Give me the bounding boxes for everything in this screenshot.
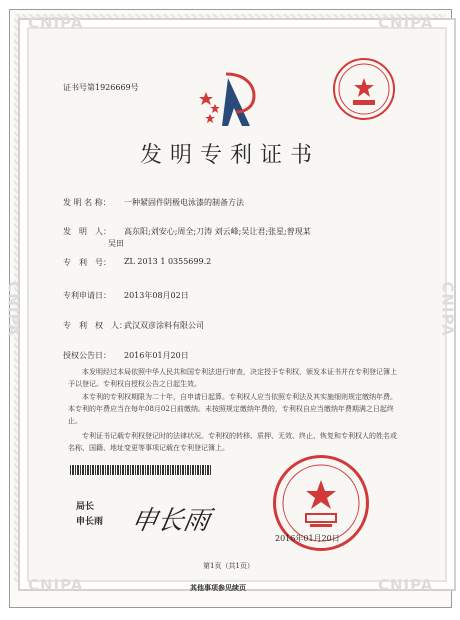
small-red-seal	[333, 58, 395, 120]
page-title: 发明专利证书	[139, 143, 320, 168]
emblem-star-1	[199, 92, 213, 105]
invention-name-value: 一种紧固件阴极电泳漆的制备方法	[124, 198, 244, 207]
watermark-left: CNIPA	[4, 281, 23, 337]
inventor-label: 发 明 人：	[63, 227, 111, 236]
handwritten-signature: 申长雨	[128, 506, 213, 536]
watermark-top-left: CNIPA	[28, 14, 84, 32]
emblem-star-3	[205, 114, 215, 123]
announcement-date-label: 授权公告日：	[63, 351, 111, 360]
signature-name: 申长雨	[76, 517, 104, 527]
page-footer: 第1页（共1页）	[203, 562, 254, 570]
body-paragraph-1: 本发明经过本局依照中华人民共和国专利法进行审查，决定授予专利权，颁发本证书并在专利登记簿上予以登记。专利权自授权公告之日起生效。	[68, 368, 397, 388]
watermark-top-right: CNIPA	[378, 14, 434, 32]
body-paragraph-3: 专利证书记载专利权登记时的法律状况。专利权的转移、质押、无效、终止、恢复和专利权人的姓名或名称、国籍、地址变更等事项记载在专利登记簿上。	[68, 432, 397, 452]
patent-number-label: 专 利 号：	[63, 258, 111, 267]
seal-date: 2016年01月20日	[275, 534, 340, 543]
certificate-number: 证书号第1926669号	[63, 83, 139, 92]
inventor-value-line-1: 高东阳;刘安心;周全;刀涛 刘云峰;吴让君;张星;曾现某	[124, 227, 311, 236]
patent-number-value: ZL 2013 1 0355699.2	[124, 257, 212, 266]
bottom-note: 其他事项参见续页	[190, 584, 246, 592]
watermark-bottom-right: CNIPA	[378, 576, 434, 594]
inventor-value-line-2: 吴田	[108, 239, 124, 248]
watermark-right: CNIPA	[438, 281, 457, 337]
patentee-value: 武汉双彦涂料有限公司	[124, 321, 204, 330]
invention-name-label: 发 明 名 称：	[63, 198, 111, 207]
patent-office-emblem	[198, 70, 264, 130]
filing-date-label: 专利申请日：	[63, 291, 111, 300]
barcode	[70, 465, 212, 475]
small-seal-graphic	[335, 60, 393, 118]
watermark-bottom-left: CNIPA	[28, 576, 84, 594]
body-paragraph-2: 本专利的专利权期限为二十年，自申请日起算。专利权人应当依照专利法及其实施细则规定缴纳年费。本专利的年费应当在每年08月02日前缴纳。未按照规定缴纳年费的，专利权自应当缴纳年费期满之日起终止。	[68, 393, 397, 425]
signature-title: 局长	[76, 502, 95, 512]
patentee-label: 专 利 权 人：	[63, 321, 127, 330]
emblem-star-2	[210, 104, 220, 113]
emblem-mark	[222, 78, 250, 126]
filing-date-value: 2013年08月02日	[124, 291, 189, 300]
announcement-date-value: 2016年01月20日	[124, 351, 189, 360]
